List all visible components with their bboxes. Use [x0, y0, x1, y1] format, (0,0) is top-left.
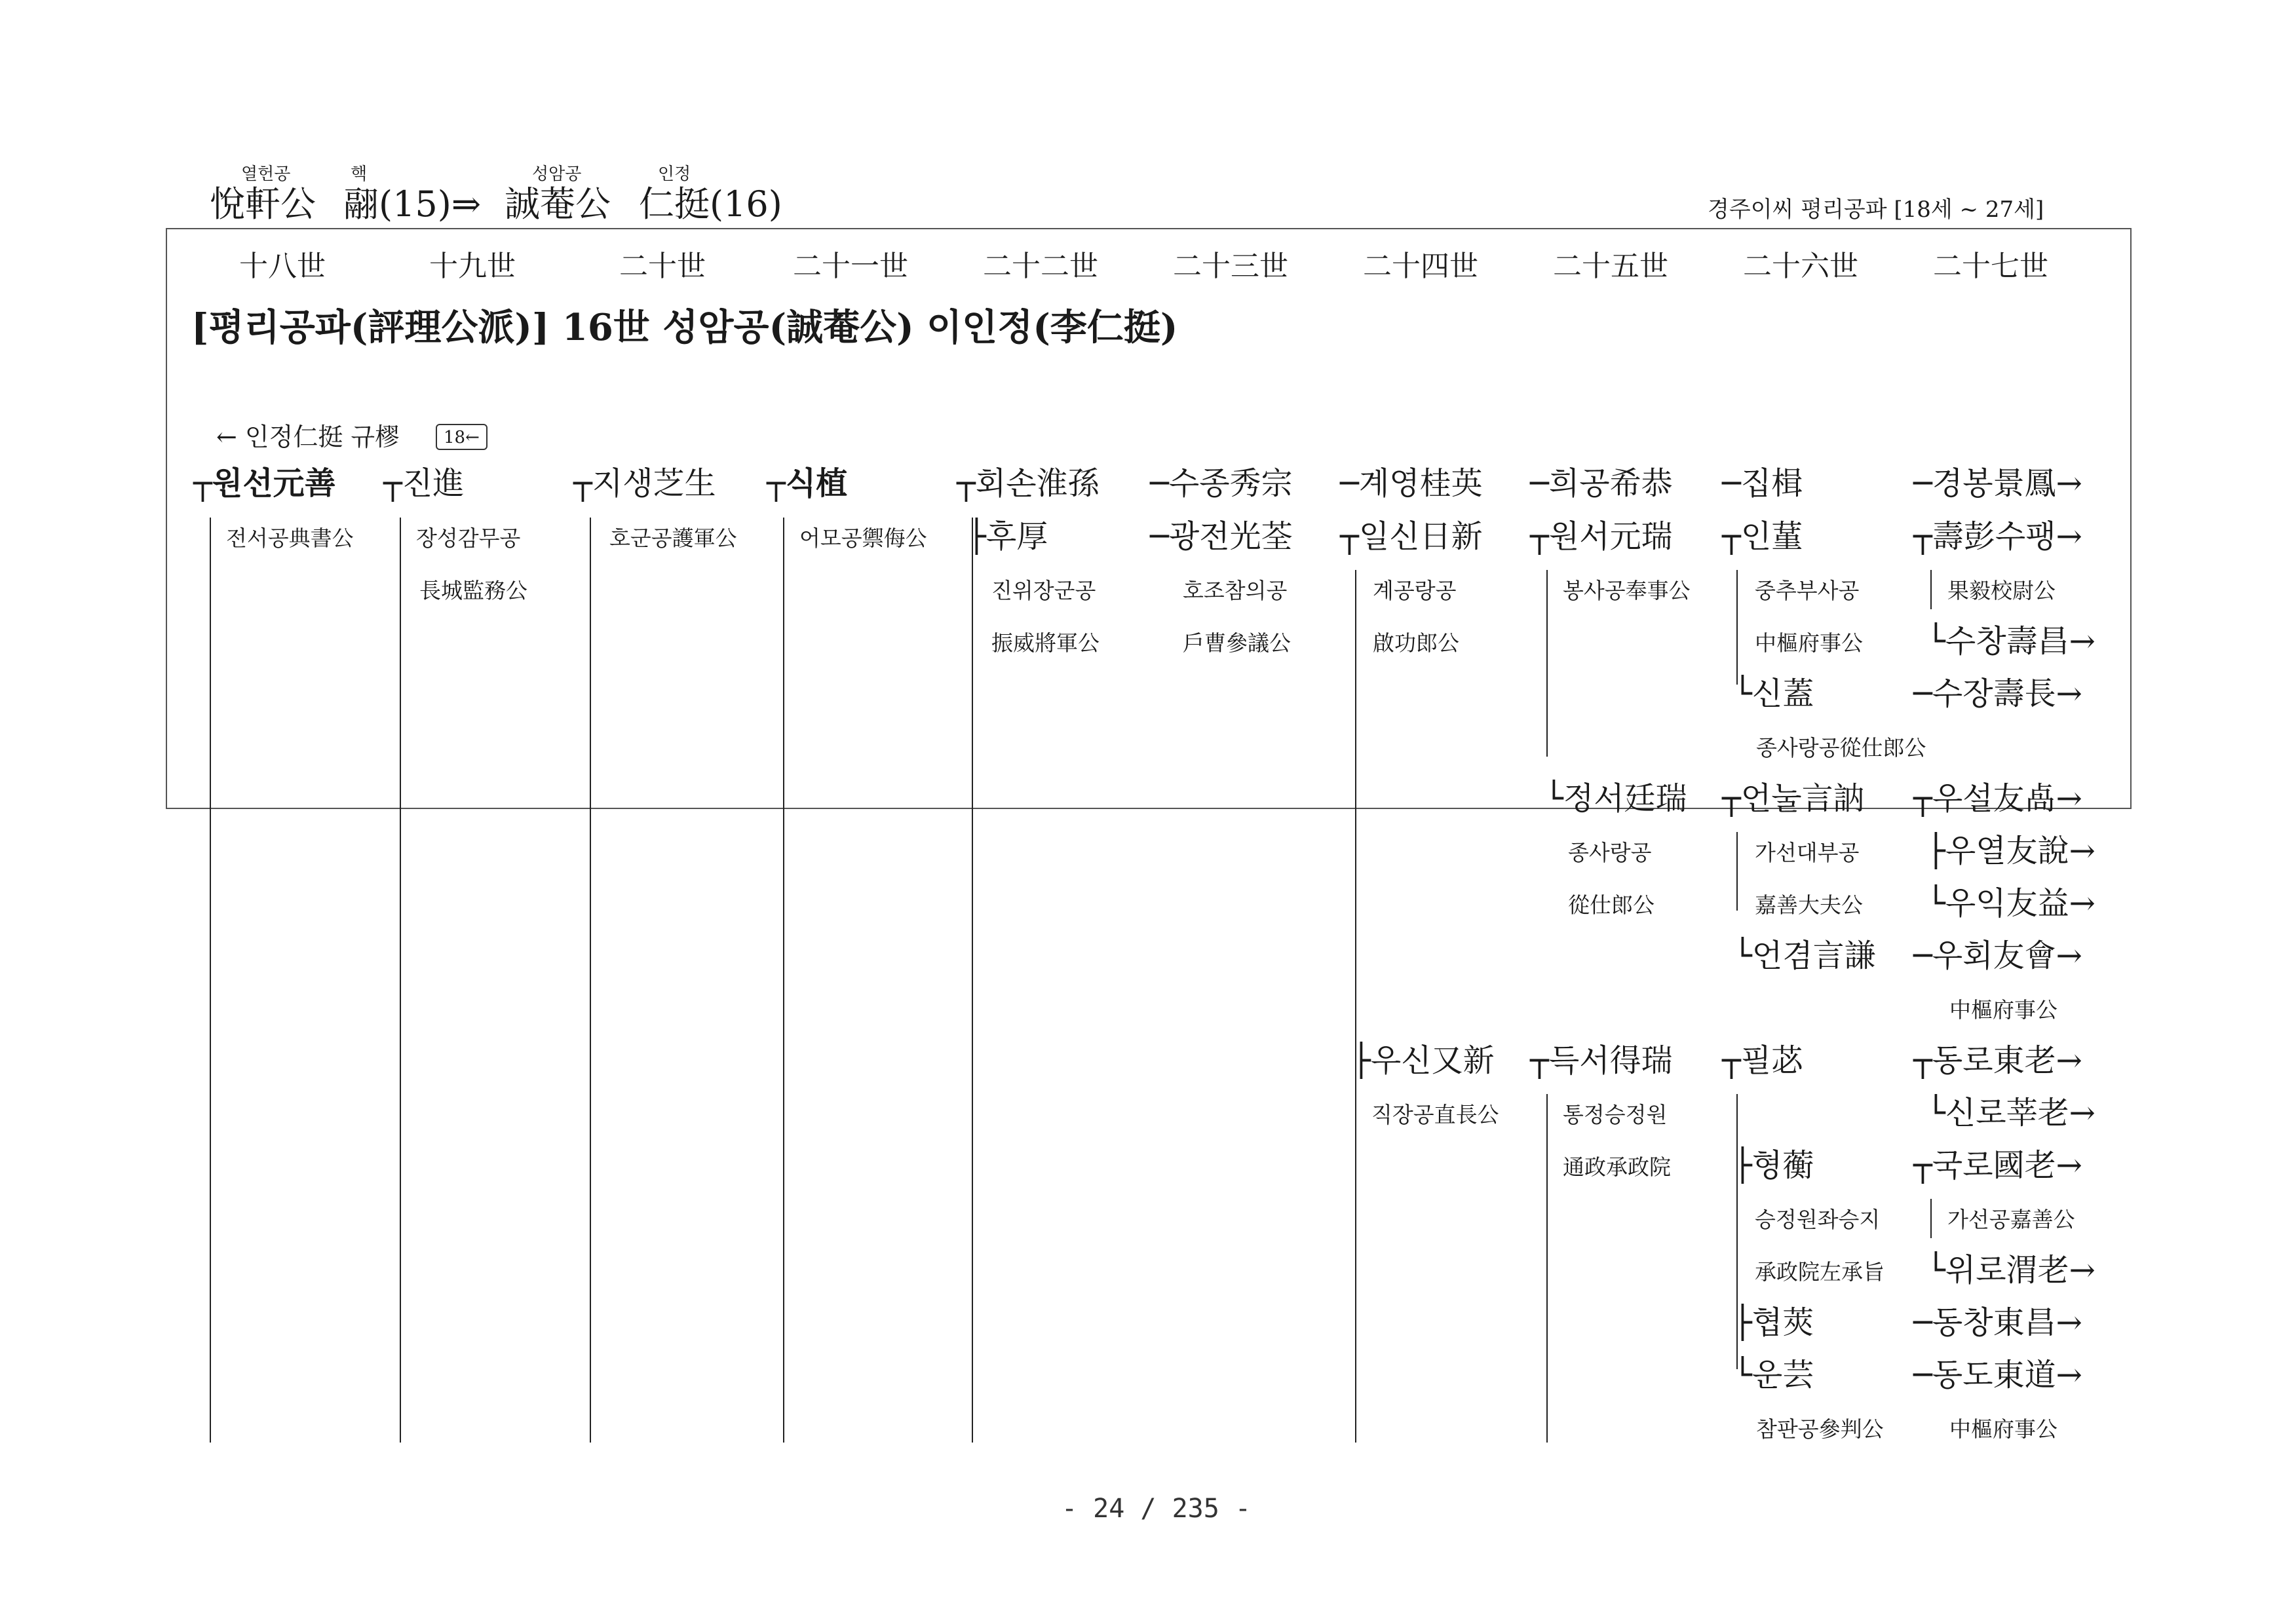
line-col-18 [210, 518, 211, 1443]
gen-25: 二十五世 [1553, 250, 1668, 283]
line-col-19 [400, 518, 401, 1443]
line-col-24 [1355, 570, 1356, 1443]
person-hyeong: ├형蘅 [1733, 1147, 1814, 1184]
gen-24: 二十四世 [1363, 250, 1478, 283]
person-uyeol: ├우열友說→ [1926, 833, 2095, 869]
title-seungjeong-1: 승정원좌승지 [1755, 1207, 1881, 1232]
person-uik: └우익友益→ [1926, 885, 2095, 922]
title-tongjeong-1: 통정승정원 [1563, 1102, 1668, 1127]
person-dongdo: ─동도東道→ [1913, 1357, 2082, 1393]
person-hoeson: ┬회손淮孫 [957, 465, 1100, 502]
title-jungchu-1: 중추부사공 [1755, 578, 1860, 603]
person-wiro: └위로渭老→ [1926, 1252, 2095, 1289]
person-jin: ┬진進 [383, 465, 465, 502]
line-col-25b [1546, 1094, 1548, 1443]
line-col-27a [1930, 570, 1932, 609]
ruby-seongamgong: 성암공 [532, 164, 582, 184]
header-title-4: 仁挺(16) [639, 183, 782, 225]
title-jangseong-2: 長城監務公 [419, 578, 527, 603]
gen-27: 二十七世 [1933, 250, 2048, 283]
title-jongsarang-1: 종사랑공從仕郎公 [1756, 735, 1926, 761]
person-jisaeng: ┬지생芝生 [573, 465, 716, 502]
line-col-25a [1546, 570, 1548, 757]
title-jongsarang-3: 從仕郎公 [1568, 892, 1655, 918]
line-col-22 [972, 518, 973, 1443]
person-sik: ┬식植 [767, 465, 848, 502]
title-jungchu-3: 中樞府事公 [1949, 997, 2057, 1023]
person-suchang: └수창壽昌→ [1926, 623, 2095, 660]
header-title-3: 誠菴公 [505, 183, 611, 225]
person-gwangjeon: ─광전光荃 [1150, 518, 1293, 555]
title-seungjeong-2: 承政院左承旨 [1755, 1259, 1885, 1285]
title-hojo-2: 戶曹參議公 [1183, 630, 1291, 656]
title-jangseong-1: 장성감무공 [416, 525, 521, 551]
page-number: - 24 / 235 - [1062, 1494, 1251, 1524]
title-gaseon-1: 가선대부공 [1755, 840, 1860, 865]
person-ilsin: ┬일신日新 [1340, 518, 1483, 555]
title-jinwi-2: 振威將軍公 [991, 630, 1100, 656]
line-col-26b [1736, 832, 1738, 911]
title-tongjeong-2: 通政承政院 [1563, 1154, 1671, 1180]
title-jungchu-2: 中樞府事公 [1755, 630, 1863, 656]
person-dongro: ┬동로東老→ [1913, 1042, 2082, 1079]
person-wonseon: ┬원선元善 [193, 465, 336, 502]
person-supaeng: ┬壽彭수팽→ [1913, 518, 2082, 555]
title-jeonseogong: 전서공典書公 [226, 525, 354, 551]
title-jikjang: 직장공直長公 [1371, 1102, 1499, 1127]
person-in: ┬인蓳 [1722, 518, 1803, 555]
person-pil: ┬필苾 [1722, 1042, 1803, 1079]
person-useol: ┬우설友卨→ [1913, 780, 2082, 817]
ref-page-box: 18← [436, 424, 488, 450]
person-huigong: ─희공希恭 [1530, 465, 1673, 502]
line-col-27b [1930, 1199, 1932, 1238]
person-gyeyeong: ─계영桂英 [1340, 465, 1483, 502]
person-wonseo: ┬원서元瑞 [1530, 518, 1673, 555]
ruby-yeolheongong: 열헌공 [241, 164, 291, 184]
gen-22: 二十二世 [983, 250, 1098, 283]
doc-info: 경주이씨 평리공파 [18세 ~ 27세] [1708, 197, 2044, 223]
section-title: [평리공파(評理公派)] 16世 성암공(誠菴公) 이인정(李仁挺) [191, 306, 1178, 349]
person-sujong: ─수종秀宗 [1150, 465, 1293, 502]
ref-text: ← 인정仁挺 규樛 [216, 423, 400, 451]
gen-20: 二十世 [619, 250, 706, 283]
gen-18: 十八世 [239, 250, 326, 283]
person-un: └운芸 [1733, 1357, 1814, 1393]
header-title-2: 翮(15)⇒ [343, 183, 482, 225]
person-sinro: └신로莘老→ [1926, 1095, 2095, 1131]
person-jeongseo: └정서廷瑞 [1544, 780, 1687, 817]
gen-26: 二十六世 [1743, 250, 1858, 283]
person-hu: ├후厚 [967, 518, 1048, 555]
title-jungchu-4: 中樞府事公 [1949, 1416, 2057, 1442]
title-gwaui: 果毅校尉公 [1947, 578, 2056, 603]
title-bongsagong: 봉사공奉事公 [1563, 578, 1691, 603]
person-eongyeom: └언겸言謙 [1733, 937, 1876, 974]
header-title-1: 悅軒公 [210, 183, 316, 225]
line-col-21 [783, 518, 784, 1443]
title-gyegong-1: 계공랑공 [1373, 578, 1457, 603]
person-gyeongbong: ─경봉景鳳→ [1913, 465, 2082, 502]
title-gaseon-2: 嘉善大夫公 [1755, 892, 1863, 918]
ruby-injeong: 인정 [658, 164, 691, 184]
ruby-haek: 핵 [351, 164, 368, 184]
title-jinwi-1: 진위장군공 [991, 578, 1096, 603]
person-dongchang: ─동창東昌→ [1913, 1304, 2082, 1341]
line-col-26a [1736, 570, 1738, 685]
person-jip: ─집楫 [1722, 465, 1803, 502]
title-eomogong: 어모공禦侮公 [799, 525, 927, 551]
title-hojo-1: 호조참의공 [1183, 578, 1288, 603]
person-sin: └신蓋 [1733, 675, 1814, 712]
person-sujang: ─수장壽長→ [1913, 675, 2082, 712]
gen-21: 二十一世 [793, 250, 908, 283]
title-champan: 참판공參判公 [1756, 1416, 1884, 1442]
person-uhoe: ─우회友會→ [1913, 937, 2082, 974]
title-gyegong-2: 啟功郎公 [1373, 630, 1459, 656]
person-eonnul: ┬언눌言訥 [1722, 780, 1865, 817]
person-gukro: ┬국로國老→ [1913, 1147, 2082, 1184]
title-gaseongong: 가선공嘉善公 [1947, 1207, 2075, 1232]
line-col-20 [590, 518, 591, 1443]
person-usin: ├우신又新 [1352, 1042, 1495, 1079]
person-hyeop: ├협莢 [1733, 1304, 1814, 1341]
title-hogungong: 호군공護軍公 [609, 525, 737, 551]
title-jongsarang-2: 종사랑공 [1568, 840, 1652, 865]
gen-23: 二十三世 [1173, 250, 1288, 283]
gen-19: 十九世 [429, 250, 516, 283]
person-deukseo: ┬득서得瑞 [1530, 1042, 1673, 1079]
